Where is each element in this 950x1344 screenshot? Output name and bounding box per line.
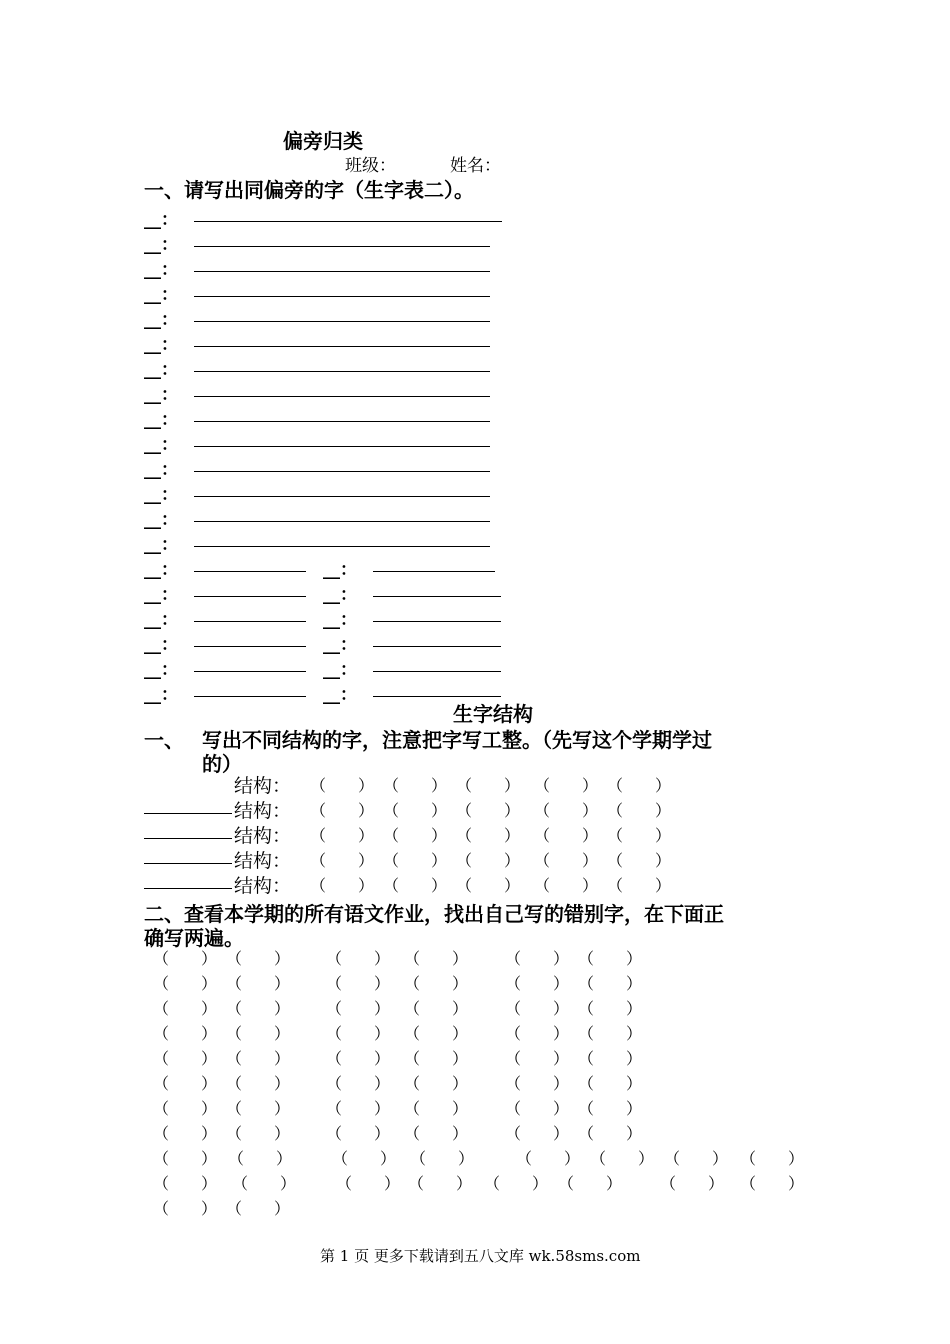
answer-paren: （ ）	[226, 999, 291, 1018]
answer-paren: （ ）	[326, 1024, 391, 1043]
answer-paren: （ ）	[505, 974, 570, 993]
answer-line[interactable]	[194, 446, 490, 447]
answer-paren: （ ）	[153, 1049, 218, 1068]
radical-prefix: __：	[144, 485, 178, 505]
answer-paren: （ ）	[607, 776, 672, 795]
radical-prefix: __：	[144, 260, 178, 280]
radical-prefix: __：	[144, 585, 178, 605]
answer-paren: （ ）	[383, 826, 448, 845]
answer-paren: （ ）	[336, 1174, 401, 1193]
answer-line[interactable]	[373, 671, 501, 672]
answer-paren: （ ）	[607, 801, 672, 820]
answer-line[interactable]	[373, 646, 501, 647]
answer-line[interactable]	[194, 671, 306, 672]
answer-paren: （ ）	[153, 1199, 218, 1218]
radical-prefix: __：	[144, 435, 178, 455]
answer-line[interactable]	[194, 421, 490, 422]
answer-line[interactable]	[194, 471, 490, 472]
answer-paren: （ ）	[740, 1149, 805, 1168]
radical-prefix: __：	[144, 360, 178, 380]
answer-paren: （ ）	[578, 1124, 643, 1143]
answer-paren: （ ）	[505, 1074, 570, 1093]
name-label: 姓名：	[450, 156, 501, 176]
radical-prefix: __：	[144, 660, 178, 680]
page-footer: 第 1 页 更多下载请到五八文库 wk.58sms.com	[320, 1247, 641, 1265]
answer-line[interactable]	[194, 646, 306, 647]
answer-paren: （ ）	[153, 1024, 218, 1043]
structure-label: 结构：	[234, 850, 292, 872]
radical-prefix: __：	[144, 610, 178, 630]
q2-line2: 确写两遍。	[144, 926, 244, 950]
answer-paren: （ ）	[456, 876, 521, 895]
answer-paren: （ ）	[326, 999, 391, 1018]
answer-paren: （ ）	[404, 1124, 469, 1143]
answer-paren: （ ）	[404, 1074, 469, 1093]
radical-prefix: __：	[144, 635, 178, 655]
answer-paren: （ ）	[578, 1099, 643, 1118]
answer-paren: （ ）	[226, 1049, 291, 1068]
answer-paren: （ ）	[153, 1074, 218, 1093]
answer-paren: （ ）	[153, 999, 218, 1018]
answer-paren: （ ）	[404, 999, 469, 1018]
q2-line1: 二、查看本学期的所有语文作业，找出自己写的错别字，在下面正	[144, 902, 724, 926]
answer-paren: （ ）	[505, 949, 570, 968]
answer-paren: （ ）	[505, 1024, 570, 1043]
answer-paren: （ ）	[578, 974, 643, 993]
answer-paren: （ ）	[607, 876, 672, 895]
answer-paren: （ ）	[226, 949, 291, 968]
answer-paren: （ ）	[410, 1149, 475, 1168]
radical-prefix: __：	[144, 285, 178, 305]
answer-line[interactable]	[194, 321, 490, 322]
answer-paren: （ ）	[590, 1149, 655, 1168]
answer-paren: （ ）	[505, 1099, 570, 1118]
answer-paren: （ ）	[383, 851, 448, 870]
radical-prefix: __：	[144, 385, 178, 405]
answer-paren: （ ）	[660, 1174, 725, 1193]
answer-paren: （ ）	[578, 999, 643, 1018]
answer-paren: （ ）	[383, 776, 448, 795]
answer-paren: （ ）	[326, 1074, 391, 1093]
answer-line[interactable]	[373, 696, 501, 697]
answer-paren: （ ）	[456, 826, 521, 845]
answer-paren: （ ）	[456, 776, 521, 795]
answer-paren: （ ）	[578, 1049, 643, 1068]
answer-line[interactable]	[194, 396, 490, 397]
answer-paren: （ ）	[153, 949, 218, 968]
answer-paren: （ ）	[664, 1149, 729, 1168]
answer-paren: （ ）	[226, 1074, 291, 1093]
radical-prefix: __：	[144, 460, 178, 480]
structure-label: 结构：	[234, 775, 292, 797]
answer-paren: （ ）	[456, 851, 521, 870]
page-title: 偏旁归类	[283, 129, 363, 153]
answer-paren: （ ）	[226, 1124, 291, 1143]
answer-line[interactable]	[194, 596, 306, 597]
answer-paren: （ ）	[404, 974, 469, 993]
answer-paren: （ ）	[326, 949, 391, 968]
answer-paren: （ ）	[232, 1174, 297, 1193]
structure-label: 结构：	[234, 800, 292, 822]
answer-paren: （ ）	[534, 826, 599, 845]
answer-paren: （ ）	[558, 1174, 623, 1193]
answer-paren: （ ）	[226, 1099, 291, 1118]
answer-paren: （ ）	[505, 1124, 570, 1143]
answer-paren: （ ）	[404, 949, 469, 968]
answer-paren: （ ）	[484, 1174, 549, 1193]
radical-prefix: __：	[144, 410, 178, 430]
answer-line[interactable]	[194, 246, 490, 247]
answer-paren: （ ）	[534, 876, 599, 895]
radical-prefix: __：	[323, 685, 357, 705]
answer-paren: （ ）	[383, 876, 448, 895]
radical-prefix: __：	[144, 335, 178, 355]
answer-paren: （ ）	[383, 801, 448, 820]
answer-paren: （ ）	[404, 1024, 469, 1043]
answer-paren: （ ）	[228, 1149, 293, 1168]
q1-text-line1: 写出不同结构的字，注意把字写工整。（先写这个学期学过	[202, 728, 712, 752]
structure-name-line[interactable]	[144, 838, 232, 839]
section1-heading: 一、请写出同偏旁的字（生字表二）。	[144, 178, 474, 202]
answer-paren: （ ）	[332, 1149, 397, 1168]
answer-line[interactable]	[194, 346, 490, 347]
answer-paren: （ ）	[226, 1199, 291, 1218]
answer-paren: （ ）	[310, 801, 375, 820]
answer-line[interactable]	[373, 621, 501, 622]
answer-line[interactable]	[194, 371, 490, 372]
q1-number: 一、	[144, 728, 184, 752]
structure-label: 结构：	[234, 825, 292, 847]
answer-paren: （ ）	[326, 974, 391, 993]
radical-prefix: __：	[144, 535, 178, 555]
answer-paren: （ ）	[505, 999, 570, 1018]
answer-paren: （ ）	[226, 974, 291, 993]
radical-prefix: __：	[144, 560, 178, 580]
radical-prefix: __：	[144, 310, 178, 330]
radical-prefix: __：	[144, 210, 178, 230]
structure-name-line[interactable]	[144, 863, 232, 864]
answer-paren: （ ）	[607, 826, 672, 845]
radical-prefix: __：	[144, 510, 178, 530]
structure-label: 结构：	[234, 875, 292, 897]
answer-paren: （ ）	[456, 801, 521, 820]
answer-paren: （ ）	[153, 1124, 218, 1143]
answer-paren: （ ）	[153, 1149, 218, 1168]
answer-line[interactable]	[194, 696, 306, 697]
answer-paren: （ ）	[326, 1049, 391, 1068]
answer-paren: （ ）	[404, 1049, 469, 1068]
answer-paren: （ ）	[408, 1174, 473, 1193]
answer-paren: （ ）	[326, 1099, 391, 1118]
answer-paren: （ ）	[505, 1049, 570, 1068]
class-label: 班级：	[345, 156, 396, 176]
answer-line[interactable]	[194, 296, 490, 297]
structure-name-line[interactable]	[144, 888, 232, 889]
answer-paren: （ ）	[607, 851, 672, 870]
q1-text-line2: 的）	[202, 752, 242, 776]
answer-line[interactable]	[373, 571, 495, 572]
answer-paren: （ ）	[740, 1174, 805, 1193]
answer-paren: （ ）	[578, 949, 643, 968]
answer-paren: （ ）	[153, 1174, 218, 1193]
answer-line[interactable]	[194, 621, 306, 622]
answer-paren: （ ）	[404, 1099, 469, 1118]
answer-paren: （ ）	[226, 1024, 291, 1043]
answer-paren: （ ）	[310, 876, 375, 895]
answer-paren: （ ）	[310, 826, 375, 845]
section2-title: 生字结构	[453, 702, 533, 726]
radical-prefix: __：	[323, 560, 357, 580]
radical-prefix: __：	[323, 610, 357, 630]
answer-paren: （ ）	[578, 1074, 643, 1093]
answer-line[interactable]	[194, 571, 306, 572]
radical-prefix: __：	[323, 635, 357, 655]
radical-prefix: __：	[323, 585, 357, 605]
answer-paren: （ ）	[153, 1099, 218, 1118]
answer-paren: （ ）	[578, 1024, 643, 1043]
answer-paren: （ ）	[310, 851, 375, 870]
answer-line[interactable]	[194, 546, 490, 547]
radical-prefix: __：	[144, 235, 178, 255]
structure-name-line[interactable]	[144, 813, 232, 814]
answer-line[interactable]	[194, 221, 502, 222]
radical-prefix: __：	[323, 660, 357, 680]
answer-paren: （ ）	[310, 776, 375, 795]
answer-paren: （ ）	[326, 1124, 391, 1143]
answer-paren: （ ）	[516, 1149, 581, 1168]
answer-line[interactable]	[194, 496, 490, 497]
answer-paren: （ ）	[534, 851, 599, 870]
answer-paren: （ ）	[534, 801, 599, 820]
answer-line[interactable]	[373, 596, 501, 597]
answer-line[interactable]	[194, 271, 490, 272]
answer-line[interactable]	[194, 521, 490, 522]
answer-paren: （ ）	[534, 776, 599, 795]
answer-paren: （ ）	[153, 974, 218, 993]
radical-prefix: __：	[144, 685, 178, 705]
